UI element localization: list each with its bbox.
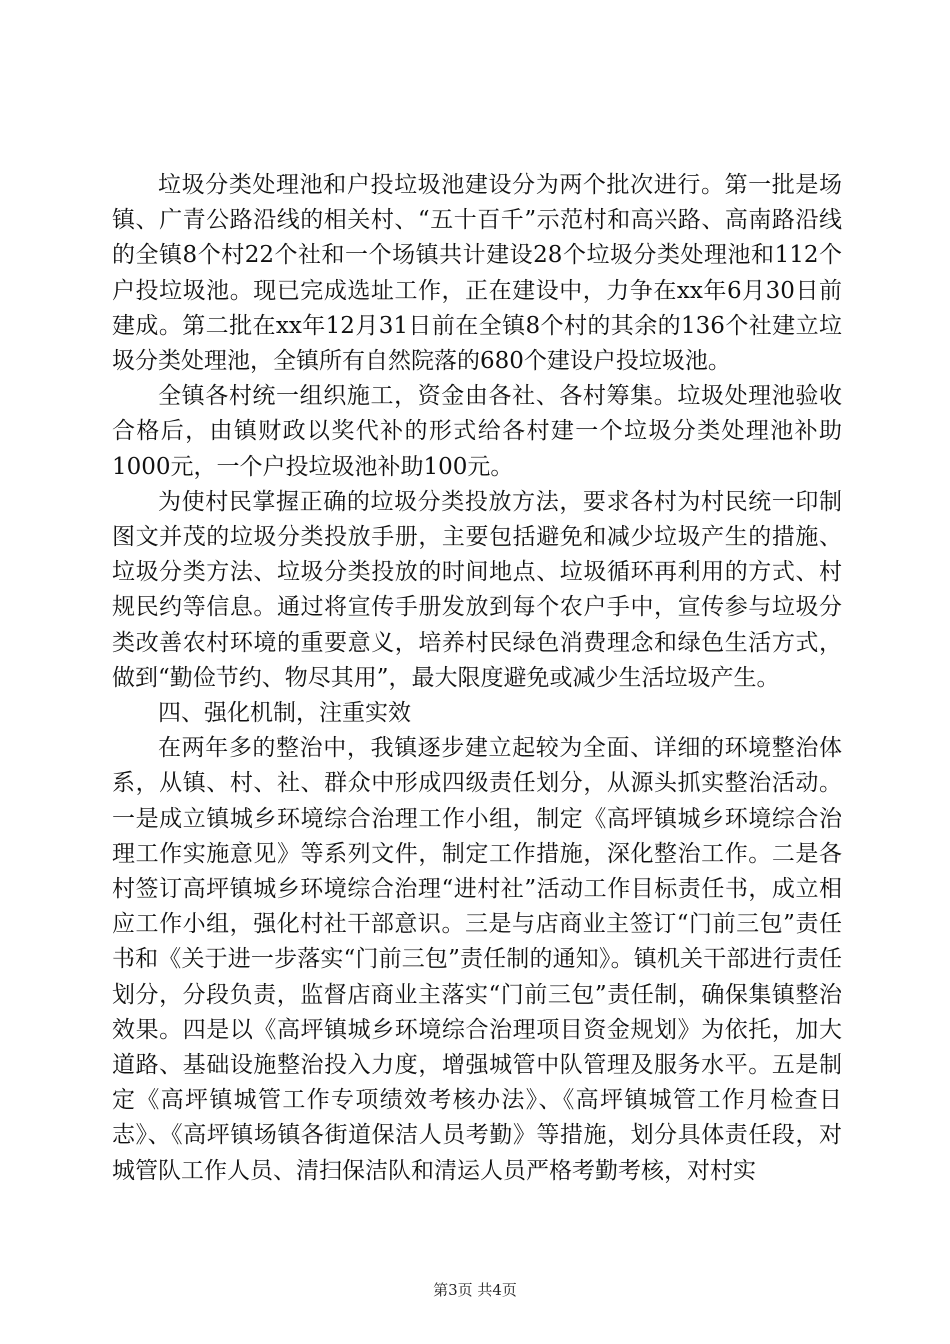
section-heading: 四、强化机制，注重实效 xyxy=(158,700,411,727)
paragraph-handbook: 为使村民掌握正确的垃圾分类投放方法，要求各村为村民统一印制图文并茂的垃圾分类投放手册，主要包括避免和减少垃圾产生的措施、垃圾分类方法、垃圾分类投放的时间地点、垃圾循环再利用的方式、村规民约等信息。通过将宣传手册发放到每个农户手中，宣传参与垃圾分类改善农村环境的重要意义，培养村民绿色消费理念和绿色生活方式，做到“勤俭节约、物尽其用”，最大限度避免或减少生活垃圾产生。 xyxy=(112,488,842,691)
paragraph-garbage-pools: 垃圾分类处理池和户投垃圾池建设分为两个批次进行。第一批是场镇、广青公路沿线的相关村、“五十百千”示范村和高兴路、高南路沿线的全镇8个村22个社和一个场镇共计建设28个垃圾分类处理池和112个户投垃圾池。现已完成选址工作，正在建设中，力争在xx年6月30日前建成。第二批在xx年12月31日前在全镇8个村的其余的136个社建立垃圾分类处理池，全镇所有自然院落的680个建设户投垃圾池。 xyxy=(112,172,842,375)
paragraph-funding: 全镇各村统一组织施工，资金由各社、各村筹集。垃圾处理池验收合格后，由镇财政以奖代补的形式给各村建一个垃圾分类处理池补助1000元，一个户投垃圾池补助100元。 xyxy=(112,383,842,480)
paragraph-mechanism: 在两年多的整治中，我镇逐步建立起较为全面、详细的环境整治体系，从镇、村、社、群众中形成四级责任划分，从源头抓实整治活动。一是成立镇城乡环境综合治理工作小组，制定《高坪镇城乡环境综合治理工作实施意见》等系列文件，制定工作措施，深化整治工作。二是各村签订高坪镇城乡环境综合治理“进村社”活动工作目标责任书，成立相应工作小组，强化村社干部意识。三是与店商业主签订“门前三包”责任书和《关于进一步落实“门前三包”责任制的通知》。镇机关干部进行责任划分，分段负责，监督店商业主落实“门前三包”责任制，确保集镇整治效果。四是以《高坪镇城乡环境综合治理项目资金规划》为依托，加大道路、基础设施整治投入力度，增强城管中队管理及服务水平。五是制定《高坪镇城管工作专项绩效考核办法》、《高坪镇城管工作月检查日志》、《高坪镇场镇各街道保洁人员考勤》等措施，划分具体责任段，对城管队工作人员、清扫保洁队和清运人员严格考勤考核，对村实 xyxy=(112,735,842,1184)
document-body xyxy=(112,168,842,1189)
page-footer: 第3页 共4页 xyxy=(433,1281,517,1299)
